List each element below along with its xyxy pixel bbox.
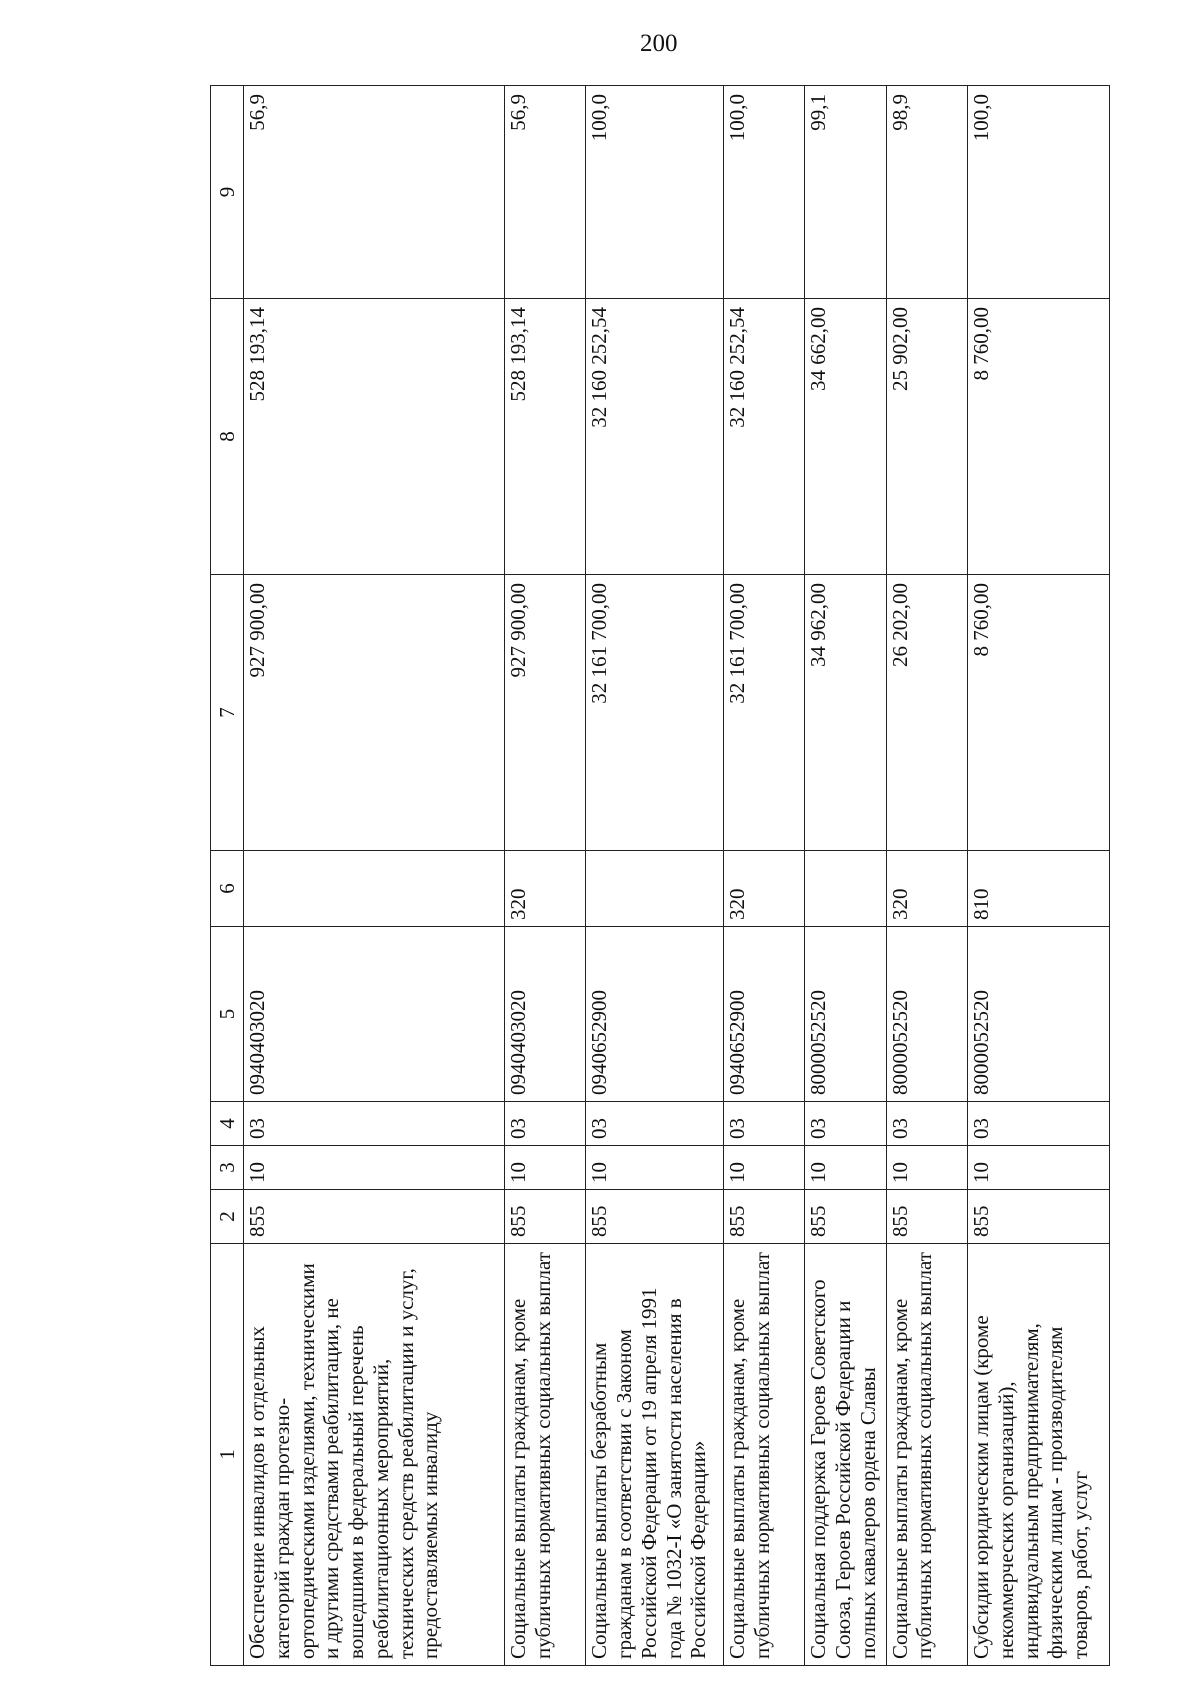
cell-c8: 528 193,14	[504, 299, 585, 575]
cell-c9: 99,1	[805, 86, 886, 299]
cell-c6	[244, 851, 505, 927]
row-name: Обеспечение инвалидов и отдельных категорий граждан протезно-ортопедическими изделиями, техническими и другими средствами реабилитации, не вошедшими в федеральный перечень реабилитационных мероприятий, технических средств реабилитации и услуг, предоставляемых инвалиду	[244, 1244, 505, 1666]
table-row	[586, 86, 724, 1666]
header-cell: 4	[211, 1102, 244, 1146]
row-name: Субсидии юридическим лицам (кроме некоммерческих организаций), индивидуальным предпринимателям, физическим лицам - производителям товаров, работ, услуг	[968, 1244, 1110, 1666]
cell-c8: 8 760,00	[968, 299, 1110, 575]
cell-c3: 10	[504, 1146, 585, 1190]
cell-c2: 855	[805, 1190, 886, 1244]
header-cell: 1	[211, 1244, 244, 1666]
table-row	[968, 86, 1110, 1666]
cell-c5: 0940652900	[723, 927, 804, 1102]
row-name: Социальные выплаты безработным гражданам в соответствии с Законом Российской Федерации от 19 апреля 1991 года № 1032-I «О занятости населения в Российской Федерации»	[586, 1244, 724, 1666]
cell-c3: 10	[723, 1146, 804, 1190]
cell-c2: 855	[244, 1190, 505, 1244]
cell-c4: 03	[886, 1102, 967, 1146]
cell-c7: 32 161 700,00	[723, 575, 804, 851]
cell-c2: 855	[886, 1190, 967, 1244]
row-name: Социальная поддержка Героев Советского Союза, Героев Российской Федерации и полных кавалеров ордена Славы	[805, 1244, 886, 1666]
cell-c6: 320	[723, 851, 804, 927]
cell-c6	[805, 851, 886, 927]
cell-c7: 32 161 700,00	[586, 575, 724, 851]
cell-c4: 03	[805, 1102, 886, 1146]
cell-c8: 25 902,00	[886, 299, 967, 575]
cell-c7: 927 900,00	[244, 575, 505, 851]
cell-c5: 0940652900	[586, 927, 724, 1102]
cell-c2: 855	[723, 1190, 804, 1244]
cell-c4: 03	[586, 1102, 724, 1146]
cell-c5: 8000052520	[968, 927, 1110, 1102]
cell-c2: 855	[504, 1190, 585, 1244]
table-row	[504, 86, 585, 1666]
header-row	[211, 86, 244, 1666]
cell-c4: 03	[504, 1102, 585, 1146]
page-number: 200	[640, 30, 678, 57]
table-row	[886, 86, 967, 1666]
table-row	[244, 86, 505, 1666]
header-cell: 2	[211, 1190, 244, 1244]
cell-c3: 10	[886, 1146, 967, 1190]
cell-c5: 8000052520	[805, 927, 886, 1102]
cell-c9: 100,0	[586, 86, 724, 299]
row-name: Социальные выплаты гражданам, кроме публичных нормативных социальных выплат	[504, 1244, 585, 1666]
cell-c3: 10	[244, 1146, 505, 1190]
cell-c4: 03	[244, 1102, 505, 1146]
budget-table	[210, 85, 1110, 1666]
cell-c9: 98,9	[886, 86, 967, 299]
cell-c5: 0940403020	[504, 927, 585, 1102]
header-cell: 9	[211, 86, 244, 299]
cell-c6: 320	[504, 851, 585, 927]
cell-c2: 855	[586, 1190, 724, 1244]
rotated-table-container	[210, 86, 1110, 1666]
cell-c4: 03	[723, 1102, 804, 1146]
cell-c8: 32 160 252,54	[723, 299, 804, 575]
header-cell: 6	[211, 851, 244, 927]
cell-c8: 34 662,00	[805, 299, 886, 575]
row-name: Социальные выплаты гражданам, кроме публичных нормативных социальных выплат	[886, 1244, 967, 1666]
cell-c7: 26 202,00	[886, 575, 967, 851]
cell-c2: 855	[968, 1190, 1110, 1244]
cell-c6: 320	[886, 851, 967, 927]
cell-c6	[586, 851, 724, 927]
cell-c3: 10	[968, 1146, 1110, 1190]
cell-c3: 10	[586, 1146, 724, 1190]
table-row	[805, 86, 886, 1666]
cell-c7: 927 900,00	[504, 575, 585, 851]
header-cell: 7	[211, 575, 244, 851]
cell-c5: 8000052520	[886, 927, 967, 1102]
cell-c8: 528 193,14	[244, 299, 505, 575]
cell-c7: 8 760,00	[968, 575, 1110, 851]
row-name: Социальные выплаты гражданам, кроме публичных нормативных социальных выплат	[723, 1244, 804, 1666]
cell-c3: 10	[805, 1146, 886, 1190]
cell-c7: 34 962,00	[805, 575, 886, 851]
cell-c9: 100,0	[723, 86, 804, 299]
cell-c9: 100,0	[968, 86, 1110, 299]
cell-c8: 32 160 252,54	[586, 299, 724, 575]
cell-c5: 0940403020	[244, 927, 505, 1102]
header-cell: 8	[211, 299, 244, 575]
cell-c6: 810	[968, 851, 1110, 927]
table-row	[723, 86, 804, 1666]
header-cell: 5	[211, 927, 244, 1102]
cell-c4: 03	[968, 1102, 1110, 1146]
cell-c9: 56,9	[244, 86, 505, 299]
cell-c9: 56,9	[504, 86, 585, 299]
header-cell: 3	[211, 1146, 244, 1190]
